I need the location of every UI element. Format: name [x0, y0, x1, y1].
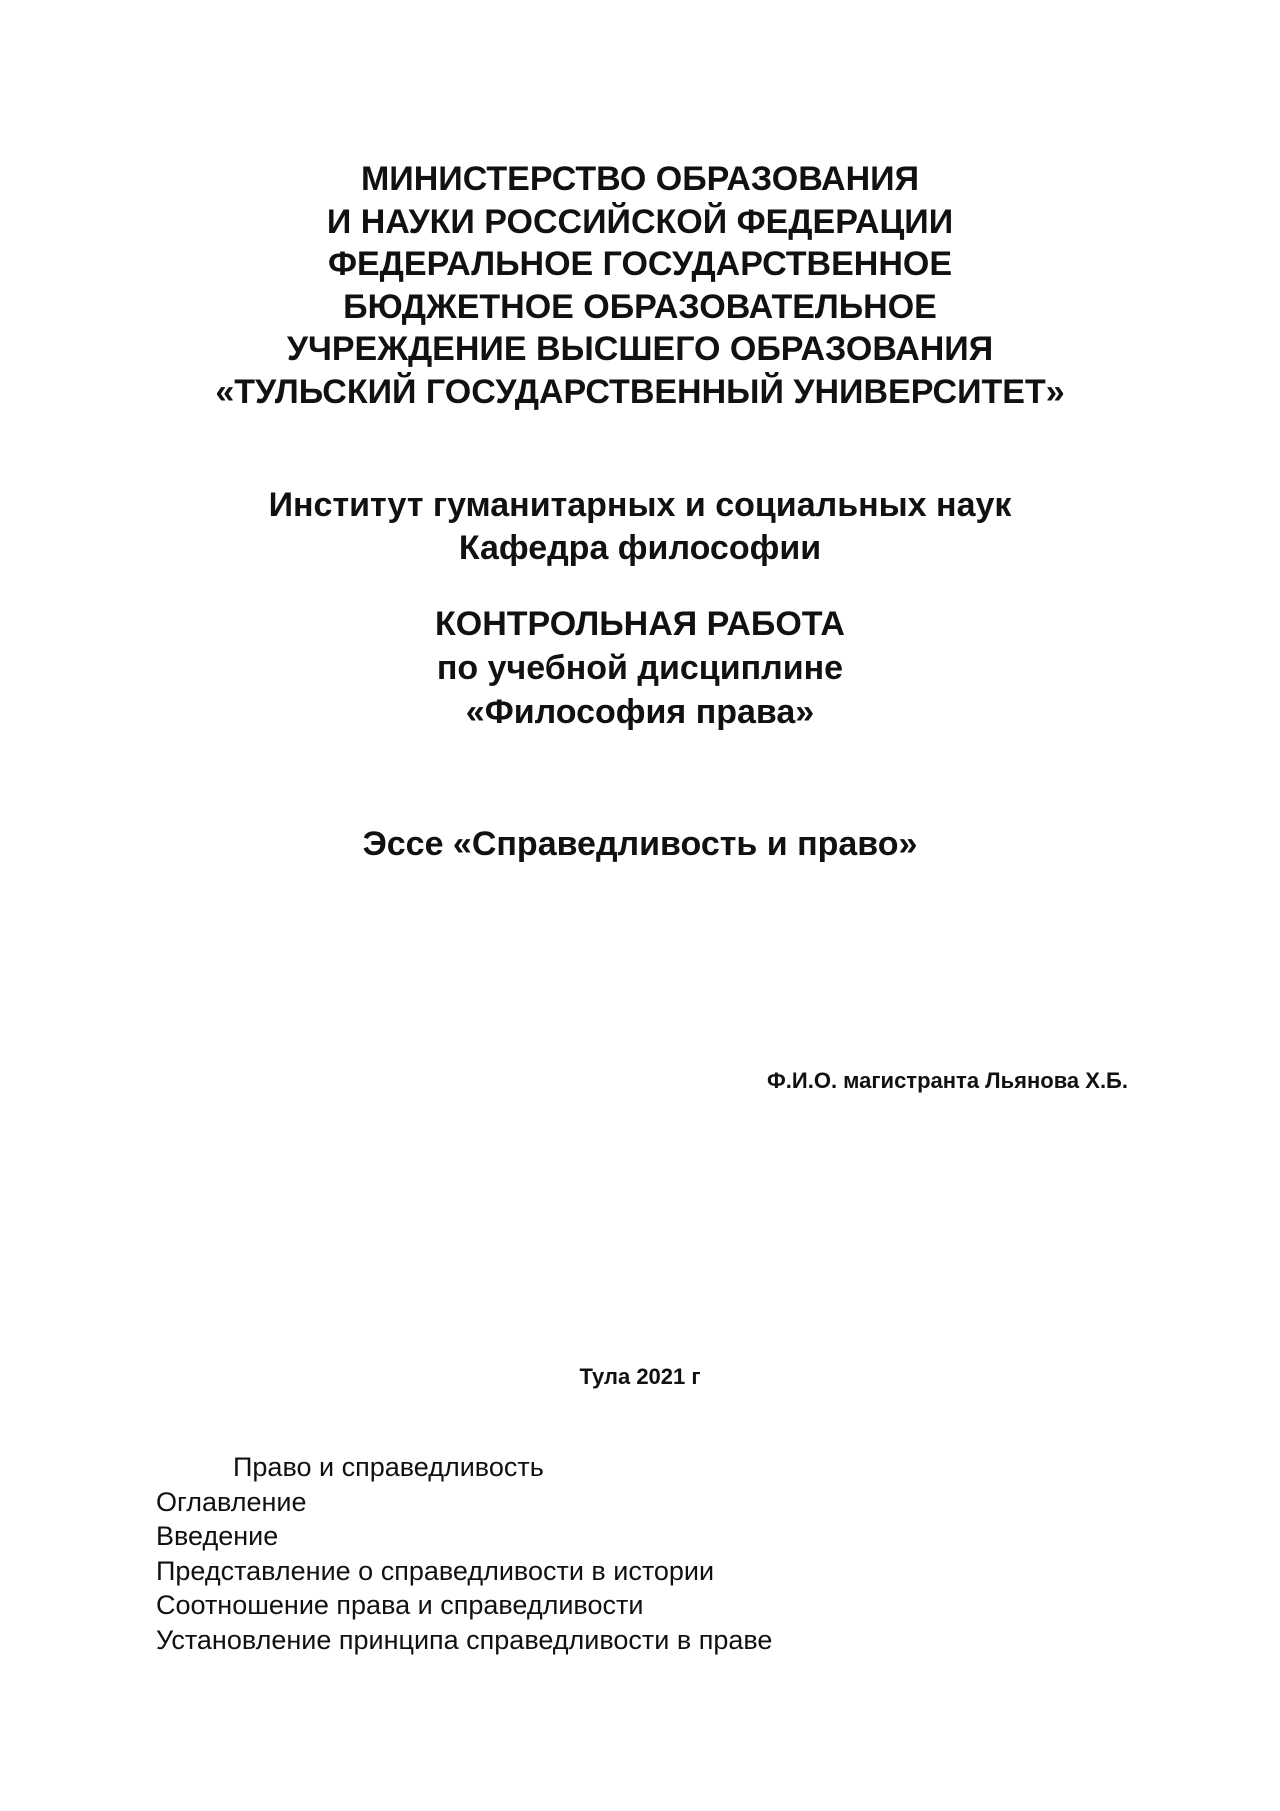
essay-title-text: Эссе «Справедливость и право»: [362, 825, 918, 863]
institute-block: [0, 484, 1280, 570]
toc-item: Введение: [156, 1521, 279, 1551]
toc-item: Соотношение права и справедливости: [156, 1590, 644, 1620]
essay-title: [0, 822, 1280, 866]
work-type: КОНТРОЛЬНАЯ РАБОТА: [435, 605, 845, 643]
city-year: Тула 2021 г: [579, 1364, 701, 1389]
department-name: Кафедра философии: [458, 529, 822, 567]
toc-heading: Право и справедливость: [233, 1452, 544, 1482]
header-line: ФЕДЕРАЛЬНОЕ ГОСУДАРСТВЕННОЕ: [327, 245, 953, 283]
header-line: «ТУЛЬСКИЙ ГОСУДАРСТВЕННЫЙ УНИВЕРСИТЕТ»: [215, 372, 1065, 411]
author-line: Ф.И.О. магистранта Льянова Х.Б.: [767, 1068, 1128, 1093]
header-line: БЮДЖЕТНОЕ ОБРАЗОВАТЕЛЬНОЕ: [343, 287, 937, 326]
ministry-header: [0, 158, 1280, 413]
discipline-name: «Философия права»: [465, 693, 815, 731]
work-block: [0, 602, 1280, 734]
table-of-contents: [156, 1450, 772, 1657]
header-line: УЧРЕЖДЕНИЕ ВЫСШЕГО ОБРАЗОВАНИЯ: [286, 330, 994, 368]
institute-name: Институт гуманитарных и социальных наук: [268, 486, 1012, 524]
toc-item: Установление принципа справедливости в праве: [156, 1624, 773, 1655]
toc-item: Оглавление: [156, 1486, 307, 1517]
discipline-prefix: по учебной дисциплине: [436, 649, 844, 687]
header-line: МИНИСТЕРСТВО ОБРАЗОВАНИЯ: [360, 160, 920, 198]
header-line: И НАУКИ РОССИЙСКОЙ ФЕДЕРАЦИИ: [326, 202, 954, 241]
toc-item: Представление о справедливости в истории: [156, 1555, 715, 1586]
